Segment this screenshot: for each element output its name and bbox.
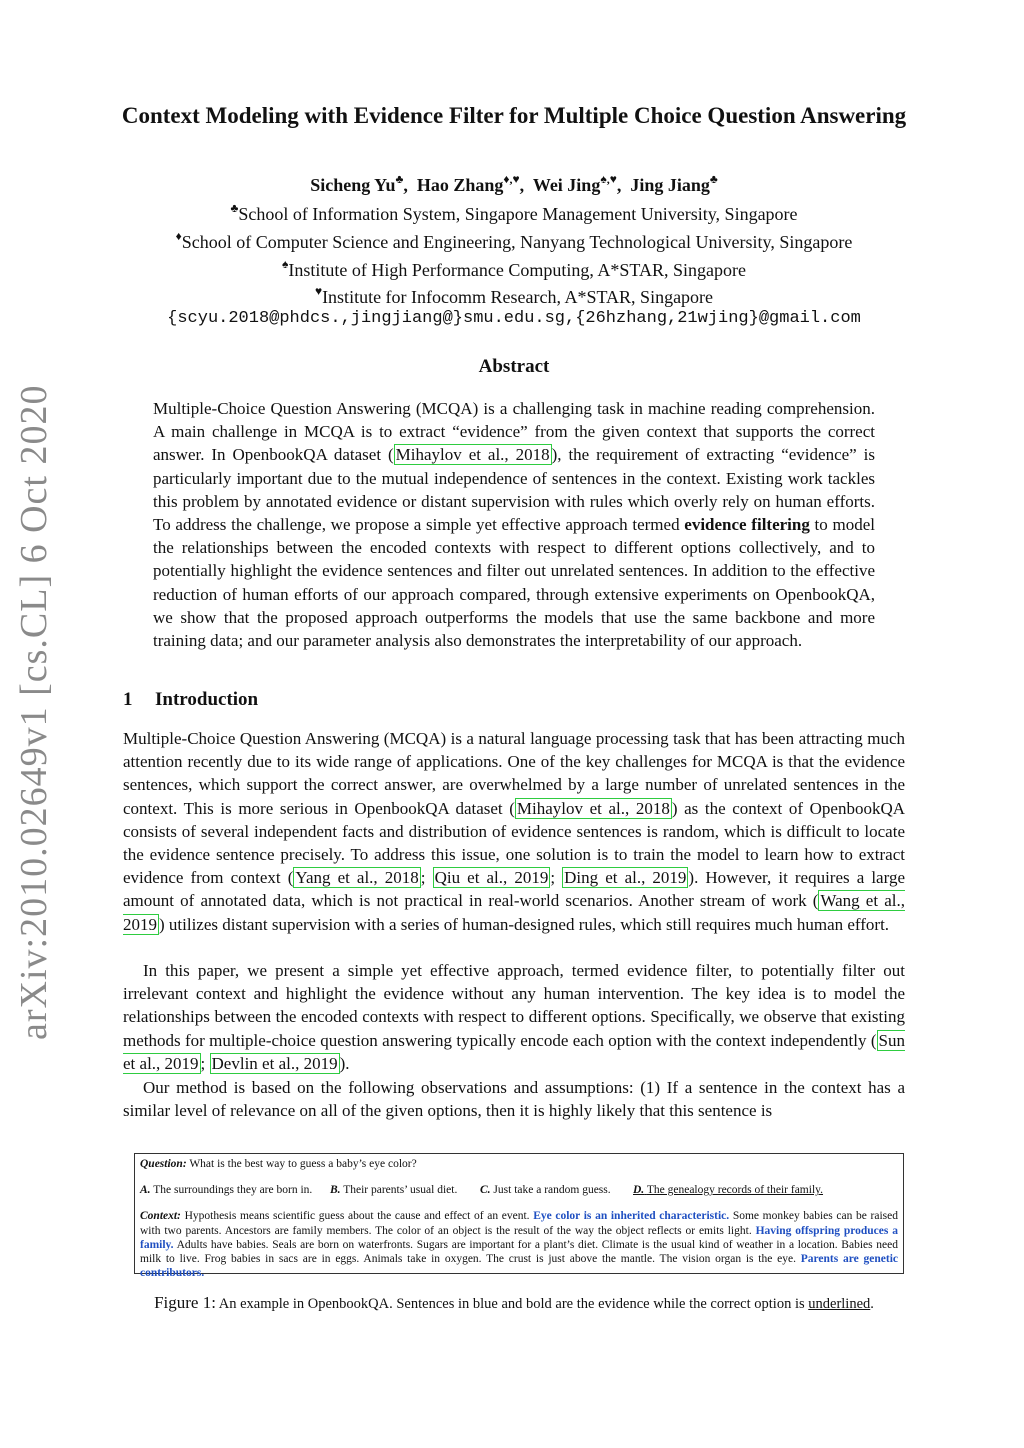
citation-link[interactable]: Mihaylov et al., 2018: [516, 798, 670, 818]
author-affiliation-mark: ♦,♥: [503, 172, 520, 186]
section-heading: [123, 689, 258, 711]
citation-link[interactable]: Mihaylov et al., 2018: [395, 445, 550, 465]
citation-link[interactable]: Wang et al., 2019: [123, 891, 905, 934]
question-label: Question:: [140, 1158, 187, 1170]
context-segment: Some monkey babies can be raised with two parents. Ancestors are family members. The color of an object is the result of the way the object reflects or emits light.: [140, 1210, 899, 1237]
figure-options: [140, 1183, 898, 1197]
intro-paragraph: [123, 959, 905, 1075]
affiliation-text: Institute for Infocomm Research, A*STAR, Singapore: [322, 287, 714, 307]
evidence-sentence: Having offspring produces a family.: [140, 1224, 898, 1251]
affiliation: [60, 229, 968, 253]
abstract-segment: Multiple-Choice Question Answering (MCQA) is a challenging task in machine reading comprehension. A main challenge in MCQA is to extract “evidence” from the given context that supports the correct answer. In OpenbookQA dataset (: [153, 399, 875, 465]
affiliation-text: School of Computer Science and Engineering, Nanyang Technological University, Singapore: [181, 232, 853, 252]
caption-underlined-word: underlined: [808, 1296, 871, 1312]
figure-example-box: [134, 1153, 904, 1280]
abstract-text: [153, 397, 875, 652]
text-segment: ) utilizes distant supervision with a series of human-designed rules, which still requires much human effort.: [159, 914, 890, 934]
option-label: A.: [140, 1184, 151, 1197]
affiliation-mark: ♦: [175, 229, 182, 243]
affiliation-text: School of Information System, Singapore Management University, Singapore: [238, 204, 798, 224]
citation-link[interactable]: Ding et al., 2019: [564, 868, 687, 888]
author-affiliation-mark: ♠,♥: [600, 172, 617, 186]
option-text: Just take a random guess.: [493, 1184, 611, 1197]
author-affiliation-mark: ♣: [709, 172, 718, 186]
text-segment: Multiple-Choice Question Answering (MCQA) is a natural language processing task that has been attracting much attention recently due to its wide range of applications. One of the key challenges for MCQA is that the evidence sentences, which support the correct answer, are overwhelmed by a large number of unrelated sentences in the context. This is more serious in OpenbookQA dataset (: [123, 729, 905, 818]
figure-question: [140, 1157, 898, 1171]
evidence-sentence: Eye color is an inherited characteristic.: [533, 1210, 730, 1223]
author-list: Sicheng Yu♣, Hao Zhang♦,♥, Wei Jing♠,♥, Jing Jiang♣: [310, 172, 718, 195]
affiliation: [60, 201, 968, 225]
answer-option-correct: [633, 1183, 823, 1197]
answer-option: [140, 1183, 330, 1197]
text-segment: ) as the context of OpenbookQA consists of several independent facts and distribution of evidence sentences is random, which is difficult to locate the evidence sentence precisely. To address this issue, one solution is to train the model to learn how to extract evidence from context (: [123, 798, 905, 888]
text-segment: ). However, it requires a large amount of annotated data, which is not practical in real-world scenarios. Another stream of work (: [123, 868, 905, 911]
option-label: C.: [480, 1184, 491, 1197]
figure-caption: [120, 1293, 908, 1313]
caption-text: An example in OpenbookQA. Sentences in blue and bold are the evidence while the correct option is: [218, 1296, 809, 1312]
intro-paragraph: Our method is based on the following observations and assumptions: (1) If a sentence in the context has a similar level of relevance on all of the given options, then it is highly likely that this sentence is: [123, 1078, 905, 1121]
option-text: Their parents’ usual diet.: [343, 1184, 458, 1197]
author-name: Sicheng Yu: [310, 175, 396, 195]
caption-label: Figure 1:: [154, 1293, 216, 1312]
option-text: The genealogy records of their family.: [646, 1184, 824, 1197]
answer-option: [330, 1183, 480, 1197]
citation-link[interactable]: Yang et al., 2018: [295, 868, 419, 888]
affiliation-mark: ♣: [230, 201, 239, 215]
evidence-sentence: Parents are genetic contributors.: [140, 1253, 898, 1280]
citation-link[interactable]: Sun et al., 2019: [123, 1030, 905, 1073]
context-label: Context:: [140, 1210, 181, 1223]
context-segment: Hypothesis means scientific guess about the cause and effect of an event.: [184, 1210, 534, 1223]
context-segment: Adults have babies. Seals are born on waterfronts. Sugars are important for a plant’s diet. Climate is the usual kind of weather in a location. Babies need milk to live. Frog babies in sacs are in eggs. Animals take in oxygen. The crust is just above the mantle. The vision organ is the eye.: [140, 1238, 898, 1266]
citation-link[interactable]: Devlin et al., 2019: [211, 1053, 338, 1073]
abstract-segment: to model the relationships between the encoded contexts with respect to different options collectively, and to potentially highlight the evidence sentences and filter out unrelated sentences. In addition to the effective reduction of human efforts of our approach compared, through extensive experiments on OpenbookQA, we show that the proposed approach outperforms the models that use the same backbone and more training data; and our parameter analysis also demonstrates the interpretability of our approach.: [153, 515, 875, 651]
affiliation: [60, 284, 968, 308]
affiliation: [60, 257, 968, 281]
figure-context: [140, 1209, 898, 1280]
arxiv-identifier[interactable]: arXiv:2010.02649v1 [cs.CL] 6 Oct 2020: [13, 384, 55, 1040]
text-segment: In this paper, we present a simple yet effective approach, termed evidence filter, to potentially filter out irrelevant context and highlight the evidence without any human intervention. The key idea is to model the relationships between the encoded contexts with respect to different options. Specifically, we observe that existing methods for multiple-choice question answering typically encode each option with the context independently (: [123, 961, 905, 1050]
author-emails: {scyu.2018@phdcs.,jingjiang@}smu.edu.sg,{26hzhang,21wjing}@gmail.com: [167, 309, 861, 328]
option-label: B.: [330, 1184, 341, 1197]
author-affiliation-mark: ♣: [395, 172, 404, 186]
text-segment: ;: [550, 868, 563, 888]
affiliation-mark: ♥: [314, 284, 323, 298]
affiliation-text: Institute of High Performance Computing, A*STAR, Singapore: [288, 260, 746, 280]
author-name: Wei Jing: [532, 175, 601, 195]
citation-link[interactable]: Qiu et al., 2019: [434, 868, 549, 888]
section-number: 1: [123, 689, 133, 710]
text-segment: ).: [339, 1053, 350, 1073]
paper-title: Context Modeling with Evidence Filter for Multiple Choice Question Answering: [121, 103, 907, 128]
answer-option: [480, 1183, 633, 1197]
abstract-segment: ), the requirement of extracting “evidence” is particularly important due to the mutual independence of sentences in the context. Existing work tackles this problem by annotated evidence or distant supervision with rules which overly rely on human efforts. To address the challenge, we propose a simple yet effective approach termed: [153, 445, 875, 535]
intro-paragraph: [123, 727, 905, 936]
author-name: Jing Jiang: [630, 175, 710, 195]
text-segment: ;: [200, 1053, 210, 1073]
author-name: Hao Zhang: [416, 175, 504, 195]
abstract-heading: Abstract: [478, 356, 550, 377]
section-title: Introduction: [155, 689, 259, 710]
caption-end: .: [870, 1296, 874, 1312]
question-text: What is the best way to guess a baby’s eye color?: [189, 1158, 417, 1170]
option-text: The surroundings they are born in.: [153, 1184, 313, 1197]
text-segment: ;: [420, 868, 433, 888]
abstract-bold-term: evidence filtering: [684, 515, 810, 535]
affiliation-mark: ♠: [282, 257, 289, 271]
option-label: D.: [633, 1184, 645, 1197]
